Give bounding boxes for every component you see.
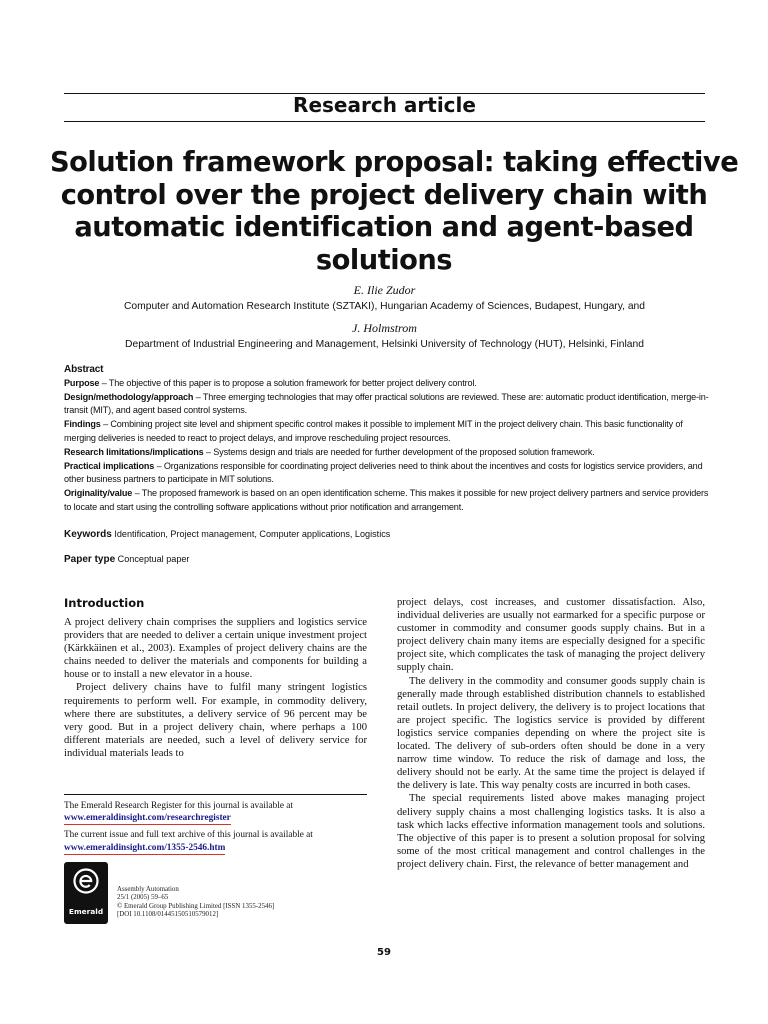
right-column	[397, 596, 705, 871]
volume-pages: 25/1 (2005) 59–65	[117, 894, 169, 902]
register-note: The Emerald Research Register for this journal is available at	[64, 801, 293, 811]
title-line: Solution framework proposal: taking effective	[50, 147, 739, 178]
paper-type-label: Paper type	[64, 554, 116, 565]
introduction-heading: Introduction	[64, 596, 145, 610]
emerald-logo-label: Emerald	[68, 907, 104, 916]
footnote-rule	[64, 794, 367, 795]
page-number: 59	[377, 947, 391, 958]
title-line: automatic identification and agent-based	[74, 212, 694, 243]
abstract	[64, 363, 714, 515]
title-line: control over the project delivery chain with	[60, 179, 708, 211]
abstract-text: – Combining project site level and shipment specific control makes it possible to implement MIT in the project delivery chain. This basic functionality of merging deliveries is needed to react to project delays, and improve rescheduling project resources.	[64, 419, 683, 443]
abstract-label: Originality/value	[64, 488, 133, 499]
abstract-label: Practical implications	[64, 460, 155, 471]
title-line: solutions	[315, 244, 453, 276]
paragraph: Project delivery chains have to fulfil many stringent logistics requirements to perform well. For example, in commodity delivery, where there are substitutes, a delivery service of 96 percent may be very good. But in a project delivery chain, where perhaps a 100 different materials are needed, such a level of delivery service for individual materials leads to	[64, 682, 367, 759]
paragraph: A project delivery chain comprises the suppliers and logistics service providers that are needed to deliver a certain unique investment project (Kärkkäinen et al., 2003). Examples of project delivery chains are the chains needed to deliver the materials and components for building a house or to install a new elevator in a house.	[64, 617, 367, 681]
paper-type	[64, 553, 189, 566]
section-rule	[64, 121, 705, 122]
paragraph: The special requirements listed above makes managing project delivery supply chains a most challenging logistics tasks. It is also a task which lacks effective information management tools and solutions. The objective of this paper is to present a solution proposal for solving some of the most critical management and control challenges in the project delivery chain. First, the relevance of better management and	[397, 793, 705, 870]
abstract-text: – Three emerging technologies that may offer practical solutions are reviewed. These are: automatic product identification, merge-in-transit (MIT), and agent based control systems.	[64, 391, 709, 416]
publication-info	[117, 886, 274, 920]
author-name: J. Holmstrom	[352, 321, 417, 335]
abstract-text: – The proposed framework is based on an open identification scheme. This makes it possible for new project delivery partners and service providers to locate and start using the controlling software applications without prior notification and arrangement.	[64, 488, 709, 512]
keywords-text: Identification, Project management, Computer applications, Logistics	[111, 529, 391, 539]
abstract-item	[64, 418, 714, 446]
abstract-item	[64, 391, 714, 419]
abstract-text: – Organizations responsible for coordinating project deliveries need to think about the incentives and costs for logistics service providers, and other business partners to participate in MIT solutions.	[64, 460, 703, 485]
copyright: © Emerald Group Publishing Limited [ISSN 1355-2546]	[117, 902, 275, 910]
abstract-text: – Systems design and trials are needed for further development of the proposed solution framework.	[203, 446, 595, 457]
paper-title	[50, 147, 739, 277]
abstract-item	[64, 487, 714, 515]
author-name: E. Ilie Zudor	[353, 283, 416, 297]
keywords	[64, 528, 390, 541]
author-affiliation: Department of Industrial Engineering and Management, Helsinki University of Technology (HUT), Helsinki, Finland	[125, 339, 644, 350]
register-link[interactable]: www.emeraldinsight.com/researchregister	[64, 813, 231, 823]
paper-type-text: Conceptual paper	[115, 554, 190, 564]
archive-note: The current issue and full text archive of this journal is available at	[64, 830, 313, 840]
abstract-heading: Abstract	[64, 364, 104, 375]
abstract-text: – The objective of this paper is to propose a solution framework for better project delivery control.	[99, 377, 477, 388]
journal-name: Assembly Automation	[117, 886, 179, 893]
paragraph: The delivery in the commodity and consumer goods supply chain is generally made through established distribution channels to established retail outlets. In project delivery, the delivery is to project locations that are project specific. The logistics service is provided by different logistics service companies depending on where the project site is located. The delivery of sub-orders often should be done in a very narrow time window. To reduce the risk of damage and loss, the delivery should not be early. At the same time the project is delayed if the delivery is late. This way penalty costs are incurred in both cases.	[397, 675, 705, 792]
paragraph: project delays, cost increases, and customer dissatisfaction. Also, individual deliveries are usually not earmarked for a specific purpose or customer in commodity and consumer goods supply chains. But in a project delivery chain many items are especially designed for a specific project site, which complicates the task of managing the project delivery supply chain.	[397, 597, 705, 674]
archive-link[interactable]: www.emeraldinsight.com/1355-2546.htm	[64, 843, 226, 853]
keywords-label: Keywords	[64, 529, 112, 540]
left-column	[64, 616, 367, 760]
abstract-item	[64, 446, 714, 460]
abstract-label: Findings	[64, 419, 101, 430]
abstract-item	[64, 377, 714, 391]
abstract-label: Research limitations/implications	[64, 446, 204, 457]
section-label: Research article	[293, 93, 476, 117]
emerald-e-icon	[73, 868, 99, 894]
emerald-logo	[64, 862, 108, 924]
doi: [DOI 10.1108/01445150510579012]	[117, 911, 219, 919]
author-affiliation: Computer and Automation Research Institute (SZTAKI), Hungarian Academy of Sciences, Budapest, Hungary, and	[123, 301, 646, 312]
abstract-label: Design/methodology/approach	[64, 391, 194, 402]
abstract-label: Purpose	[64, 377, 100, 388]
abstract-item	[64, 460, 714, 488]
